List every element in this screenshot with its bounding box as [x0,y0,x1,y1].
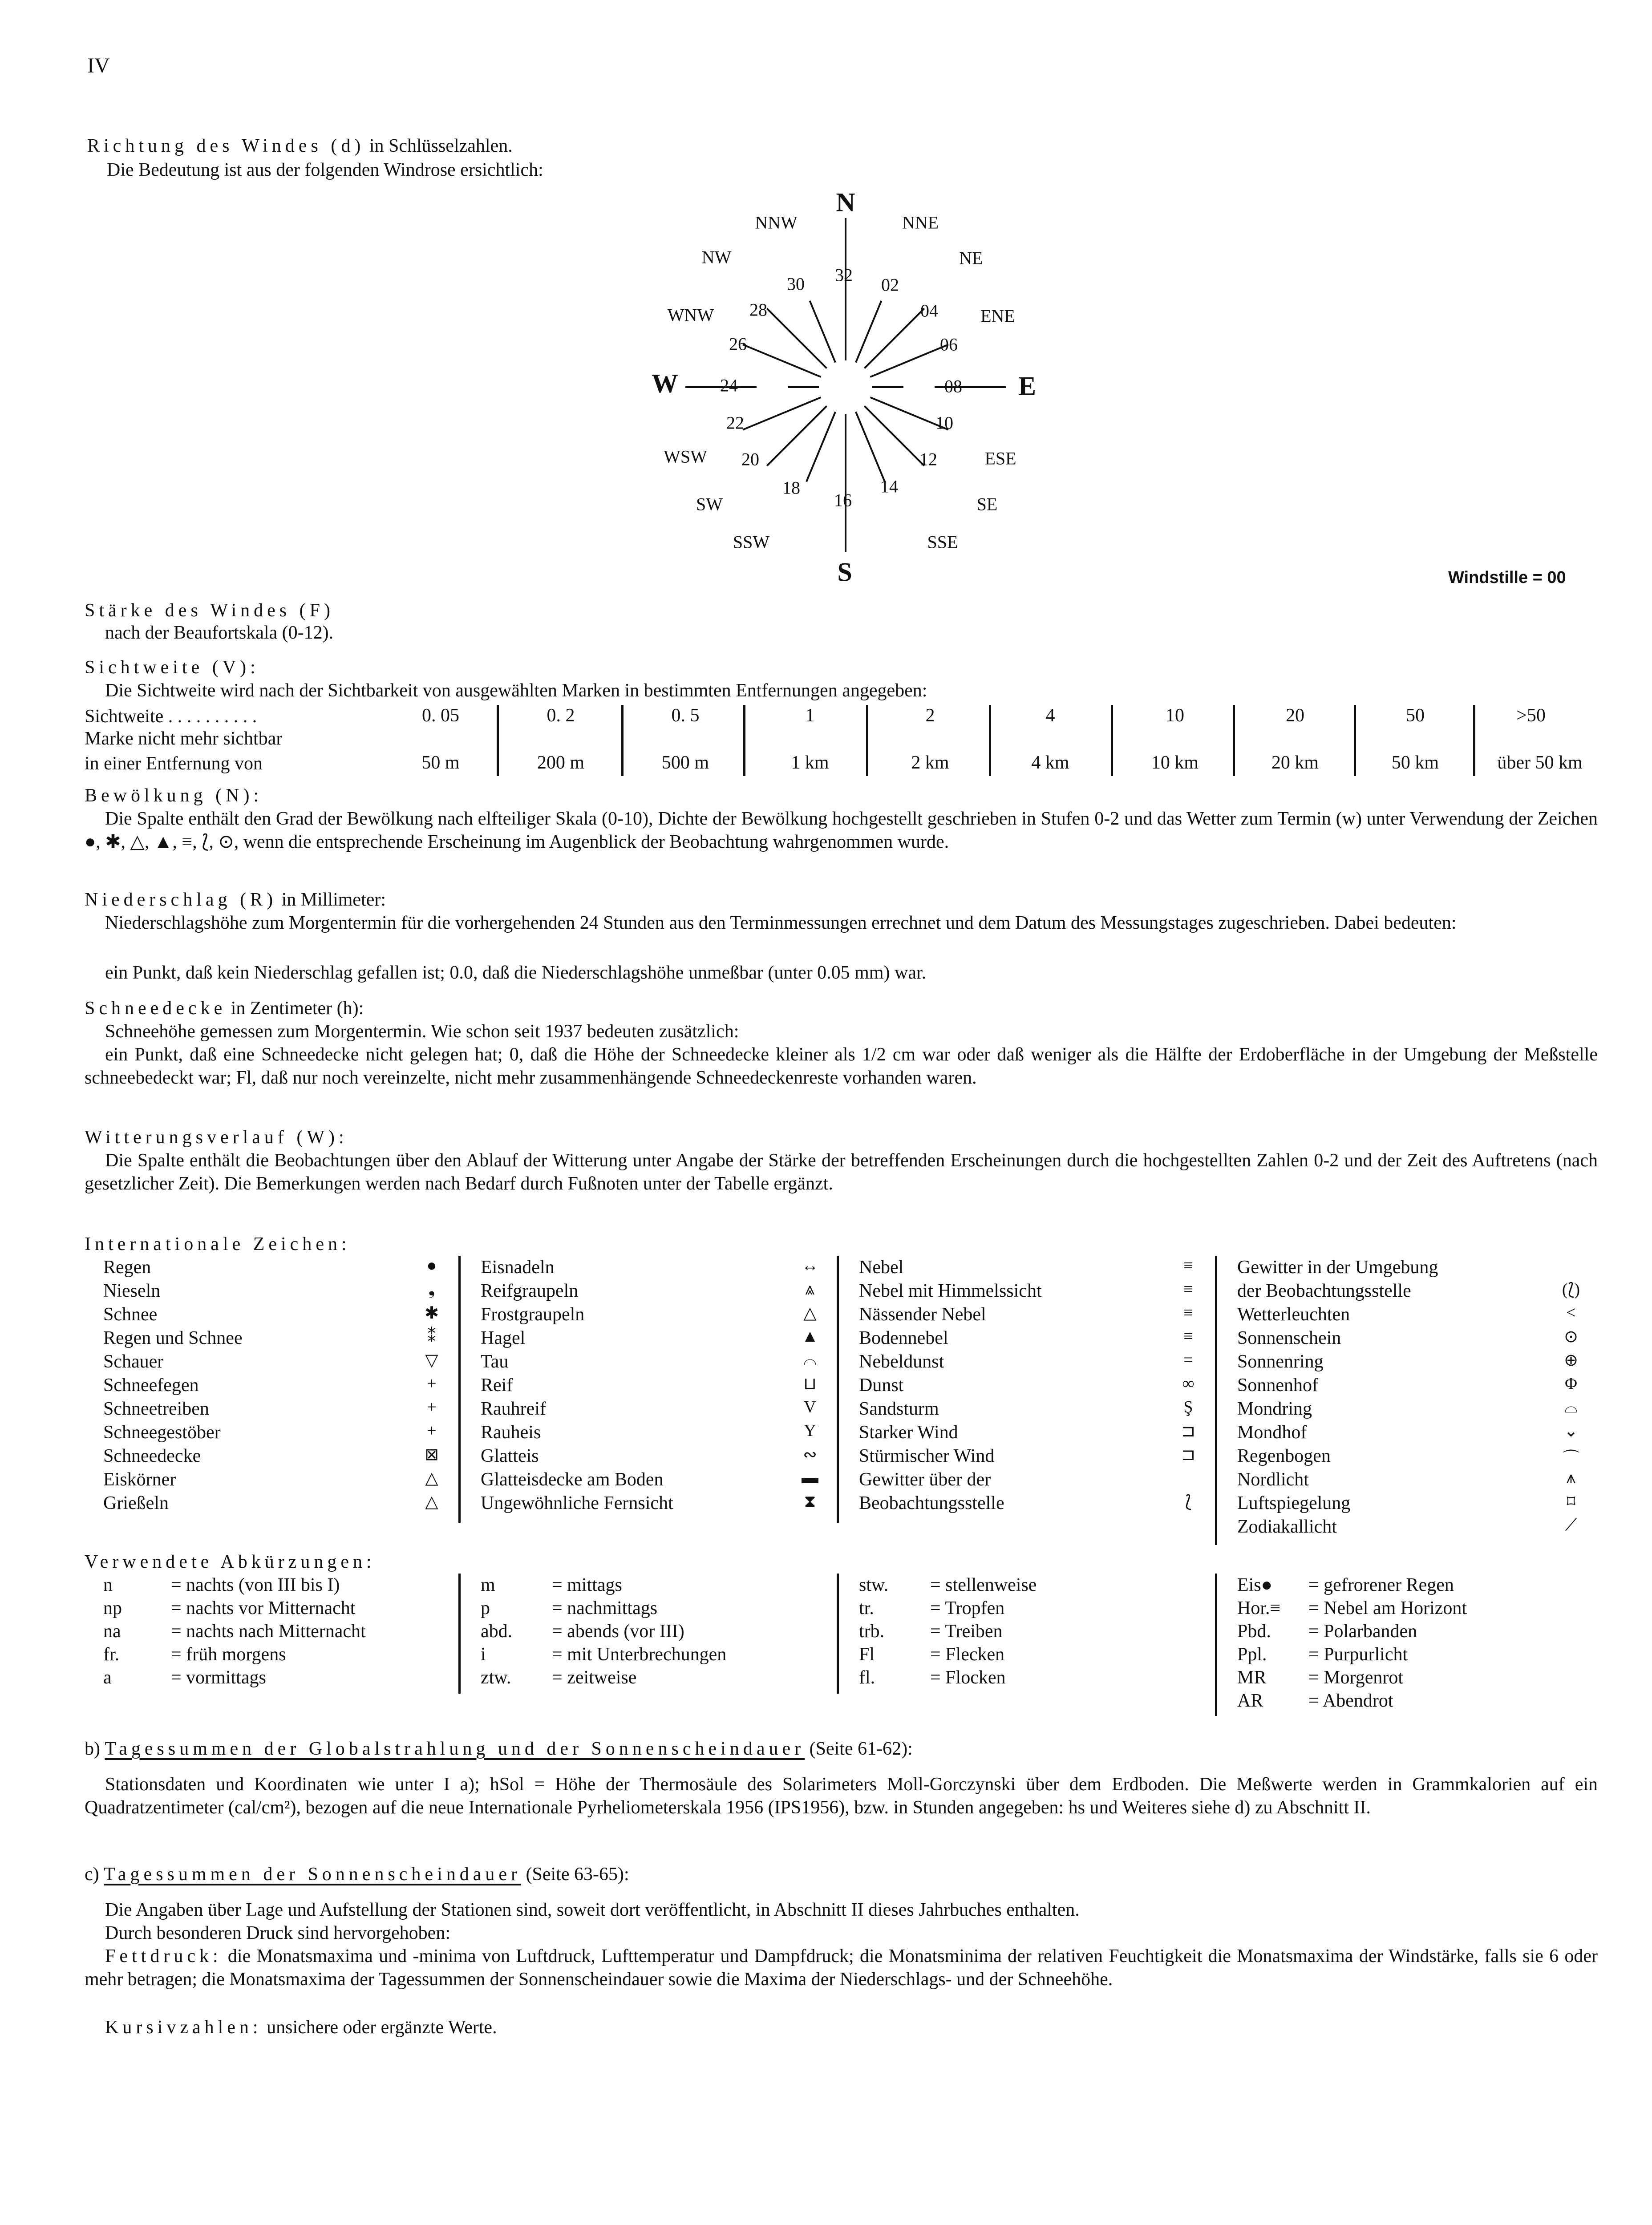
symbol-icon: (⟅) [1562,1280,1580,1299]
symbol-icon: △ [803,1304,817,1323]
vis-divider [1233,705,1235,776]
symbol-icon: Φ [1565,1374,1577,1393]
calm-note: Windstille = 00 [1448,568,1566,587]
rose-code-16: 16 [834,490,852,510]
symbol-label: Nebel mit Himmelssicht [859,1281,1042,1301]
symbols-divider [837,1256,839,1523]
wind-direction-heading-spaced: Richtung des Windes (d) [87,136,365,156]
symbol-icon: ● [426,1256,437,1275]
symbol-label: Schneetreiben [103,1399,209,1419]
abbr-meaning: = gefrorener Regen [1308,1575,1454,1595]
abbr-term: i [481,1644,486,1665]
symbol-label: Glatteisdecke am Boden [481,1469,664,1490]
wind-rose-ray [864,406,924,465]
abbr-term: p [481,1598,490,1618]
symbol-icon: ⌑ [1567,1493,1575,1511]
abbr-term: trb. [859,1621,885,1642]
abbr-term: a [103,1667,112,1688]
rose-code-06: 06 [940,334,958,355]
abbr-meaning: = Polarbanden [1308,1621,1417,1642]
symbol-icon: ⊕ [1564,1351,1578,1370]
clouds-text: Die Spalte enthält den Grad der Bewölkung nach elfteiliger Skala (0-10), Dichte der Bewölkung hochgestellt geschrieben in Stufen 0-2 und das Wetter zum Termin (w) unter Verwendung der Zeichen ●, ✱, △, ▲, ≡, ⟅, ⊙, wenn die entsprechende Erscheinung im Augenblick der Beobachtung wahrgenommen wurde. [85,809,1598,852]
visibility-row1-label: Sichtweite . . . . . . . . . . [85,706,257,727]
vis-divider [621,705,624,776]
abbr-term: ztw. [481,1667,511,1688]
vis-distance: 20 km [1271,752,1319,773]
symbol-label: Schneegestöber [103,1422,221,1443]
wind-rose-ray [810,301,835,363]
vis-distance: 2 km [911,752,949,773]
rose-code-08: 08 [944,376,962,396]
abbr-term: na [103,1621,121,1642]
abbr-meaning: = Nebel am Horizont [1308,1598,1467,1618]
weather-course-text: Die Spalte enthält die Beobachtungen über den Ablauf der Witterung unter Angabe der Stärke der betreffenden Erscheinungen durch die hochgestellten Zahlen 0-2 und der Zeit des Auftretens (nach gesetzlicher Zeit). Die Bemerkungen werden nach Bedarf durch Fußnoten unter der Tabelle ergänzt. [85,1150,1598,1194]
rose-code-26: 26 [729,334,747,354]
abbr-meaning: = früh morgens [171,1644,286,1665]
abbr-meaning: = Treiben [930,1621,1003,1642]
symbol-icon: ⌓ [1564,1398,1578,1416]
rose-label-SE: SE [976,494,998,514]
rose-label-WSW: WSW [664,446,707,467]
vis-distance: 10 km [1151,752,1199,773]
symbol-icon: ❟ [428,1280,435,1299]
symbol-icon: + [427,1398,437,1416]
rose-code-20: 20 [741,449,759,469]
vis-distance: über 50 km [1497,752,1583,773]
rose-code-32: 32 [835,265,853,285]
wind-direction-heading-rest: in Schlüsselzahlen. [364,136,513,156]
symbols-divider [458,1256,461,1523]
abbr-term: fr. [103,1644,120,1665]
symbol-icon: ≡ [1183,1256,1193,1275]
wind-rose-center-circle [823,365,868,409]
symbol-icon: ⁑ [427,1327,436,1346]
symbol-label: Hagel [481,1328,526,1348]
vis-divider [989,705,991,776]
rose-label-W: W [652,368,678,398]
symbol-icon: ⊐ [1181,1445,1195,1464]
abbr-meaning: = nachmittags [552,1598,658,1618]
wind-rose [623,178,1068,605]
symbol-label: Stürmischer Wind [859,1446,995,1466]
symbol-label: Eiskörner [103,1469,176,1490]
symbol-label: Grießeln [103,1493,169,1513]
symbol-label: Zodiakallicht [1237,1517,1337,1537]
wind-rose-ray [856,301,881,363]
symbol-icon: + [427,1421,437,1440]
vis-code: 2 [925,705,935,726]
symbol-label: der Beobachtungsstelle [1237,1281,1411,1301]
symbol-label: Beobachtungsstelle [859,1493,1004,1513]
wind-direction-description: Die Bedeutung ist aus der folgenden Windrose ersichtlich: [107,160,543,180]
section-b-text: Stationsdaten und Koordinaten wie unter I a); hSol = Höhe der Thermosäule des Solarimeters Moll-Gorczynski über dem Erdboden. Die Meßwerte werden in Grammkalorien auf ein Quadratzentimeter (cal/cm²), bezogen auf die neue Internationale Pyrheliometerskala 1956 (IPS1956), bzw. in Stunden angegeben: hs und Weiteres siehe d) zu Abschnitt II. [85,1774,1598,1818]
symbol-label: Sonnenring [1237,1351,1324,1372]
symbol-icon: ≡ [1183,1280,1193,1299]
rose-code-10: 10 [935,413,953,433]
vis-code: 4 [1045,705,1055,726]
symbol-icon: △ [425,1493,438,1511]
wind-direction-heading [87,134,513,158]
symbol-icon: Ş [1183,1398,1193,1416]
visibility-row2-label-a: Marke nicht mehr sichtbar [85,728,283,749]
abbr-meaning: = Morgenrot [1308,1667,1404,1688]
section-b-pages: (Seite 61-62): [809,1739,913,1759]
symbol-icon: ⊔ [803,1375,817,1393]
rose-code-24: 24 [720,375,738,396]
section-c-text1: Die Angaben über Lage und Aufstellung der Stationen sind, soweit dort veröffentlicht, in Abschnitt II dieses Jahrbuches enthalten. [105,1900,1080,1920]
abbreviations-heading: Verwendete Abkürzungen: [85,1552,376,1572]
clouds-heading: Bewölkung (N): [85,785,263,806]
symbol-label: Regenbogen [1237,1446,1331,1466]
section-c-title: Tagessummen der Sonnenscheindauer [104,1864,522,1885]
rose-label-ESE: ESE [984,448,1016,469]
rose-label-NE: NE [959,248,983,268]
abbr-term: AR [1237,1691,1263,1711]
snow-heading-rest: in Zentimeter (h): [226,998,364,1019]
symbol-icon: ↔ [802,1256,818,1275]
symbol-icon: ✱ [425,1304,439,1323]
wind-rose-ray [767,308,826,368]
abbr-meaning: = Abendrot [1308,1691,1393,1711]
symbols-divider [1215,1256,1217,1545]
section-c-pages: (Seite 63-65): [526,1864,629,1885]
symbol-label: Schnee [103,1304,158,1325]
vis-code: >50 [1516,705,1546,726]
symbol-label: Ungewöhnliche Fernsicht [481,1493,673,1513]
symbol-label: Regen [103,1257,151,1278]
snow-text: Schneehöhe gemessen zum Morgentermin. Wie schon seit 1937 bedeuten zusätzlich: [105,1021,739,1042]
symbol-icon: △ [425,1469,438,1488]
symbol-label: Luftspiegelung [1237,1493,1351,1513]
rose-label-ENE: ENE [980,306,1015,326]
abbr-meaning: = mit Unterbrechungen [552,1644,727,1665]
symbol-icon: ⩓ [805,1280,815,1299]
vis-code: 0. 5 [671,705,700,726]
symbol-label: Reifgraupeln [481,1281,579,1301]
abbr-meaning: = Flocken [930,1667,1006,1688]
symbol-label: Sonnenhof [1237,1375,1318,1396]
vis-code: 50 [1406,705,1425,726]
abbr-term: Hor.≡ [1237,1598,1281,1618]
symbol-label: Nebel [859,1257,904,1278]
abbr-meaning: = nachts nach Mitternacht [171,1621,366,1642]
vis-divider [1111,705,1113,776]
wind-strength-description: nach der Beaufortskala (0-12). [105,623,334,643]
wind-rose-ray [743,397,821,430]
rose-label-SSW: SSW [733,532,770,552]
symbol-label: Wetterleuchten [1237,1304,1350,1325]
abbr-meaning: = stellenweise [930,1575,1037,1595]
symbol-icon: V [804,1398,816,1416]
symbol-icon: ⊙ [1564,1327,1578,1346]
abbr-divider [1215,1574,1217,1716]
abbr-meaning: = zeitweise [552,1667,637,1688]
rose-code-02: 02 [881,275,899,295]
rose-code-30: 30 [787,274,805,294]
snow-heading [85,997,364,1020]
symbol-label: Bodennebel [859,1328,948,1348]
vis-code: 20 [1286,705,1304,726]
abbr-divider [458,1574,461,1694]
symbol-label: Regen und Schnee [103,1328,243,1348]
symbol-label: Tau [481,1351,509,1372]
wind-rose-ray [743,344,821,377]
abbr-term: m [481,1575,495,1595]
abbr-divider [837,1574,839,1694]
symbol-icon: ⌄ [1564,1422,1578,1440]
abbr-term: MR [1237,1667,1267,1688]
abbr-term: fl. [859,1667,875,1688]
rose-label-SW: SW [696,494,723,514]
precipitation-heading [85,888,386,911]
symbol-icon: ∾ [803,1445,817,1464]
symbol-label: Dunst [859,1375,904,1396]
symbol-label: Rauhreif [481,1399,546,1419]
symbol-label: Gewitter über der [859,1469,991,1490]
symbol-label: Rauheis [481,1422,541,1443]
symbol-label: Frostgraupeln [481,1304,585,1325]
symbol-label: Nebeldunst [859,1351,944,1372]
abbr-term: tr. [859,1598,874,1618]
rose-code-14: 14 [880,476,898,497]
symbol-icon: ⊠ [425,1445,439,1464]
symbol-icon: Y [804,1421,816,1440]
abbr-term: abd. [481,1621,513,1642]
abbr-meaning: = Purpurlicht [1308,1644,1408,1665]
rose-code-28: 28 [749,299,767,320]
vis-divider [743,705,745,776]
symbol-label: Nordlicht [1237,1469,1309,1490]
rose-label-E: E [1018,371,1037,401]
vis-divider [866,705,868,776]
rose-label-NNE: NNE [902,212,939,233]
symbol-icon: ⌓ [803,1351,817,1369]
rose-label-WNW: WNW [667,305,714,325]
rose-label-NW: NW [701,247,732,267]
precipitation-text: Niederschlagshöhe zum Morgentermin für die vorhergehenden 24 Stunden aus den Terminmessungen errechnet und dem Datum des Messungstages zugeschrieben. Dabei bedeuten: [105,913,1457,933]
symbol-label: Gewitter in der Umgebung [1237,1257,1438,1278]
symbol-icon: ▽ [425,1351,438,1370]
symbol-label: Nieseln [103,1281,161,1301]
symbol-icon: ▲ [802,1327,818,1346]
symbol-label: Mondhof [1237,1422,1307,1443]
section-c-text3 [85,1945,1598,1991]
symbol-icon: ≡ [1183,1327,1193,1346]
rose-code-12: 12 [919,449,937,469]
rose-label-NNW: NNW [755,212,798,233]
abbr-term: Eis● [1237,1575,1273,1595]
wind-rose-ray [864,308,924,368]
symbol-icon: ⊐ [1181,1422,1195,1440]
visibility-description: Die Sichtweite wird nach der Sichtbarkeit von ausgewählten Marken in bestimmten Entfernungen angegeben: [105,680,927,701]
intl-symbols-heading: Internationale Zeichen: [85,1234,351,1254]
section-c-heading [85,1863,629,1886]
vis-code: 0. 05 [422,705,459,726]
abbr-meaning: = nachts vor Mitternacht [171,1598,356,1618]
symbol-icon: ⧗ [804,1492,816,1511]
vis-distance: 4 km [1031,752,1069,773]
rose-label-SSE: SSE [927,532,958,552]
symbol-label: Schneedecke [103,1446,201,1466]
vis-distance: 1 km [791,752,829,773]
abbr-term: Fl [859,1644,875,1665]
abbr-term: np [103,1598,122,1618]
symbol-icon: < [1566,1303,1576,1322]
vis-divider [1473,705,1475,776]
vis-divider [1354,705,1356,776]
abbr-term: stw. [859,1575,889,1595]
abbr-meaning: = Tropfen [930,1598,1005,1618]
symbol-icon: ▬ [802,1468,818,1487]
symbol-icon: ≡ [1183,1303,1193,1322]
symbol-label: Nässender Nebel [859,1304,986,1325]
weather-course-heading: Witterungsverlauf (W): [85,1127,348,1148]
snow-heading-spaced: Schneedecke [85,998,227,1019]
abbr-term: Ppl. [1237,1644,1267,1665]
rose-label-S: S [837,557,852,587]
symbol-icon: + [427,1374,437,1393]
wind-rose-ray [767,406,826,465]
vis-distance: 50 m [421,752,460,773]
section-c-text4-label: Kursivzahlen: [105,2017,262,2038]
symbol-icon: = [1183,1351,1193,1369]
visibility-row2-label-b: in einer Entfernung von [85,753,263,774]
abbr-meaning: = mittags [552,1575,622,1595]
vis-code: 0. 2 [547,705,575,726]
section-b-prefix: b) [85,1739,100,1759]
symbol-icon: ⟅ [1185,1493,1192,1511]
vis-distance: 50 km [1391,752,1439,773]
abbr-meaning: = nachts (von III bis I) [171,1575,340,1595]
abbr-meaning: = Flecken [930,1644,1005,1665]
wind-strength-heading: Stärke des Windes (F) [85,600,334,621]
rose-label-N: N [836,187,855,217]
symbol-label: Schneefegen [103,1375,199,1396]
section-c-text3-body: die Monatsmaxima und -minima von Luftdruck, Lufttemperatur und Dampfdruck; die Monatsminima der relativen Feuchtigkeit die Monatsmaxima der Windstärke, falls sie 6 oder mehr betragen; die Monatsmaxima der Tagessummen der Sonnenscheindauer sowie die Maxima der Niederschlags- und der Schneehöhe. [85,1946,1598,1990]
page-number: IV [87,54,110,77]
symbol-label: Sonnenschein [1237,1328,1341,1348]
precipitation-heading-spaced: Niederschlag (R) [85,890,277,910]
symbol-label: Starker Wind [859,1422,958,1443]
symbol-label: Glatteis [481,1446,539,1466]
section-c-text3-label: Fettdruck: [105,1946,222,1966]
vis-distance: 200 m [537,752,585,773]
symbol-icon: ⟋ [1565,1516,1577,1534]
section-c-text2: Durch besonderen Druck sind hervorgehoben: [105,1923,450,1943]
snow-text2: ein Punkt, daß eine Schneedecke nicht gelegen hat; 0, daß die Höhe der Schneedecke kleiner als 1/2 cm war oder daß weniger als die Hälfte der Erdoberfläche in der Umgebung der Meßstelle schneebedeckt war; Fl, daß nur noch vereinzelte, nicht mehr zusammenhängende Schneedeckenreste vorhanden waren. [85,1044,1598,1088]
symbol-icon: ⩚ [1566,1468,1576,1487]
rose-code-22: 22 [726,413,744,433]
vis-divider [497,705,499,776]
section-c-text4-body: unsichere oder ergänzte Werte. [262,2017,497,2038]
rose-code-04: 04 [920,300,938,321]
vis-code: 1 [805,705,815,726]
visibility-heading: Sichtweite (V): [85,657,259,678]
precipitation-heading-rest: in Millimeter: [277,890,386,910]
abbr-meaning: = vormittags [171,1667,266,1688]
abbr-meaning: = abends (vor III) [552,1621,684,1642]
symbol-label: Schauer [103,1351,164,1372]
wind-rose-ray [870,344,948,377]
section-c-text4 [105,2016,497,2039]
section-c-prefix: c) [85,1864,99,1885]
symbol-label: Eisnadeln [481,1257,555,1278]
abbr-term: n [103,1575,113,1595]
section-b-title: Tagessummen der Globalstrahlung und der Sonnenscheindauer [105,1739,805,1759]
symbol-icon: ∞ [1182,1374,1194,1393]
abbr-term: Pbd. [1237,1621,1271,1642]
section-b-heading [85,1737,913,1760]
precipitation-text2: ein Punkt, daß kein Niederschlag gefallen ist; 0.0, daß die Niederschlagshöhe unmeßbar (unter 0.05 mm) war. [105,963,927,983]
symbol-label: Sandsturm [859,1399,939,1419]
symbol-icon: ⌒ [1562,1449,1579,1468]
rose-code-18: 18 [782,477,800,498]
symbol-label: Reif [481,1375,513,1396]
symbol-label: Mondring [1237,1399,1312,1419]
vis-code: 10 [1166,705,1184,726]
vis-distance: 500 m [661,752,709,773]
